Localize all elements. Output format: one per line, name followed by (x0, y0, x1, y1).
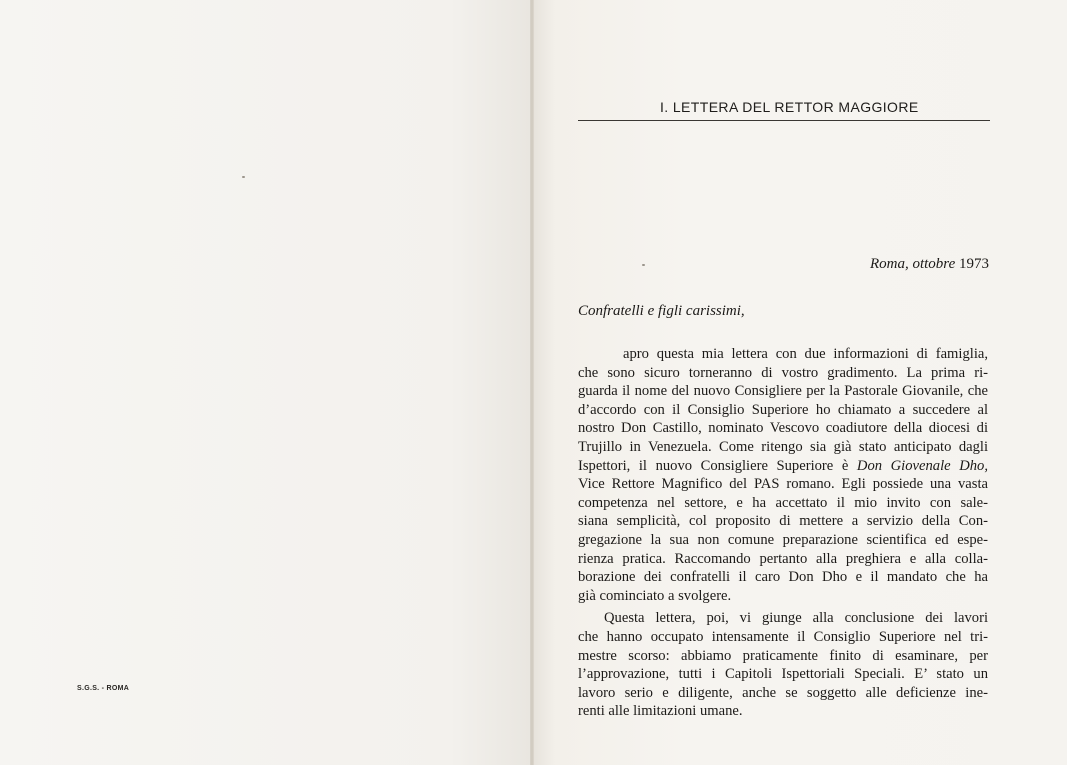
text-line: che hanno occupato intensamente il Consiglio Superiore nel tri- (578, 628, 988, 645)
text-line: Trujillo in Venezuela. Come ritengo sia già stato anticipato dagli (578, 438, 988, 455)
dateline-year: 1973 (959, 256, 989, 272)
text-line: Vice Rettore Magnifico del PAS romano. Egli possiede una vasta (578, 476, 988, 493)
text-line: rienza pratica. Raccomando pertanto alla preghiera e alla colla- (578, 550, 988, 567)
dateline (790, 256, 989, 273)
printer-mark: S.G.S. - ROMA (77, 685, 130, 692)
text-line: mestre scorso: abbiamo praticamente finito di esaminare, per (578, 647, 988, 664)
text-line: gregazione la sua non comune preparazione scientifica ed espe- (578, 531, 988, 548)
paper-speck (242, 176, 245, 178)
text-line: nostro Don Castillo, nominato Vescovo coadiutore della diocesi di (578, 420, 988, 437)
heading-rule (578, 120, 990, 121)
text-line: d’accordo con il Consiglio Superiore ho chiamato a succedere al (578, 401, 988, 418)
text-line: lavoro serio e diligente, anche se soggetto alle deficienze ine- (578, 684, 988, 701)
letter-body (578, 345, 988, 721)
text-line (578, 457, 988, 476)
section-heading: I. LETTERA DEL RETTOR MAGGIORE (660, 99, 919, 115)
text-segment: Ispettori, il nuovo Consigliere Superiore è (578, 457, 849, 474)
text-line: che sono sicuro torneranno di vostro gradimento. La prima ri- (578, 364, 988, 381)
text-line: renti alle limitazioni umane. (578, 703, 743, 720)
text-line: siana semplicità, col proposito di mettere a servizio della Con- (578, 513, 988, 530)
dateline-place-month: Roma, ottobre (869, 256, 956, 272)
salutation: Confratelli e figli carissimi, (578, 303, 745, 319)
left-page (0, 0, 530, 765)
text-line: guarda il nome del nuovo Consigliere per la Pastorale Giovanile, che (578, 383, 988, 400)
text-line: Questa lettera, poi, vi giunge alla conclusione dei lavori (604, 610, 988, 627)
italic-name: Don Giovenale Dho, (856, 457, 988, 474)
text-line: borazione dei confratelli il caro Don Dho e il mandato che ha (578, 569, 988, 586)
text-line: apro questa mia lettera con due informazioni di famiglia, (623, 346, 988, 362)
paper-speck (642, 264, 645, 266)
text-line: già cominciato a svolgere. (578, 587, 732, 604)
text-line: l’approvazione, tutti i Capitoli Ispettoriali Speciali. E’ stato un (578, 666, 988, 683)
text-line: competenza nel settore, e ha accettato il mio invito con sale- (578, 494, 988, 511)
